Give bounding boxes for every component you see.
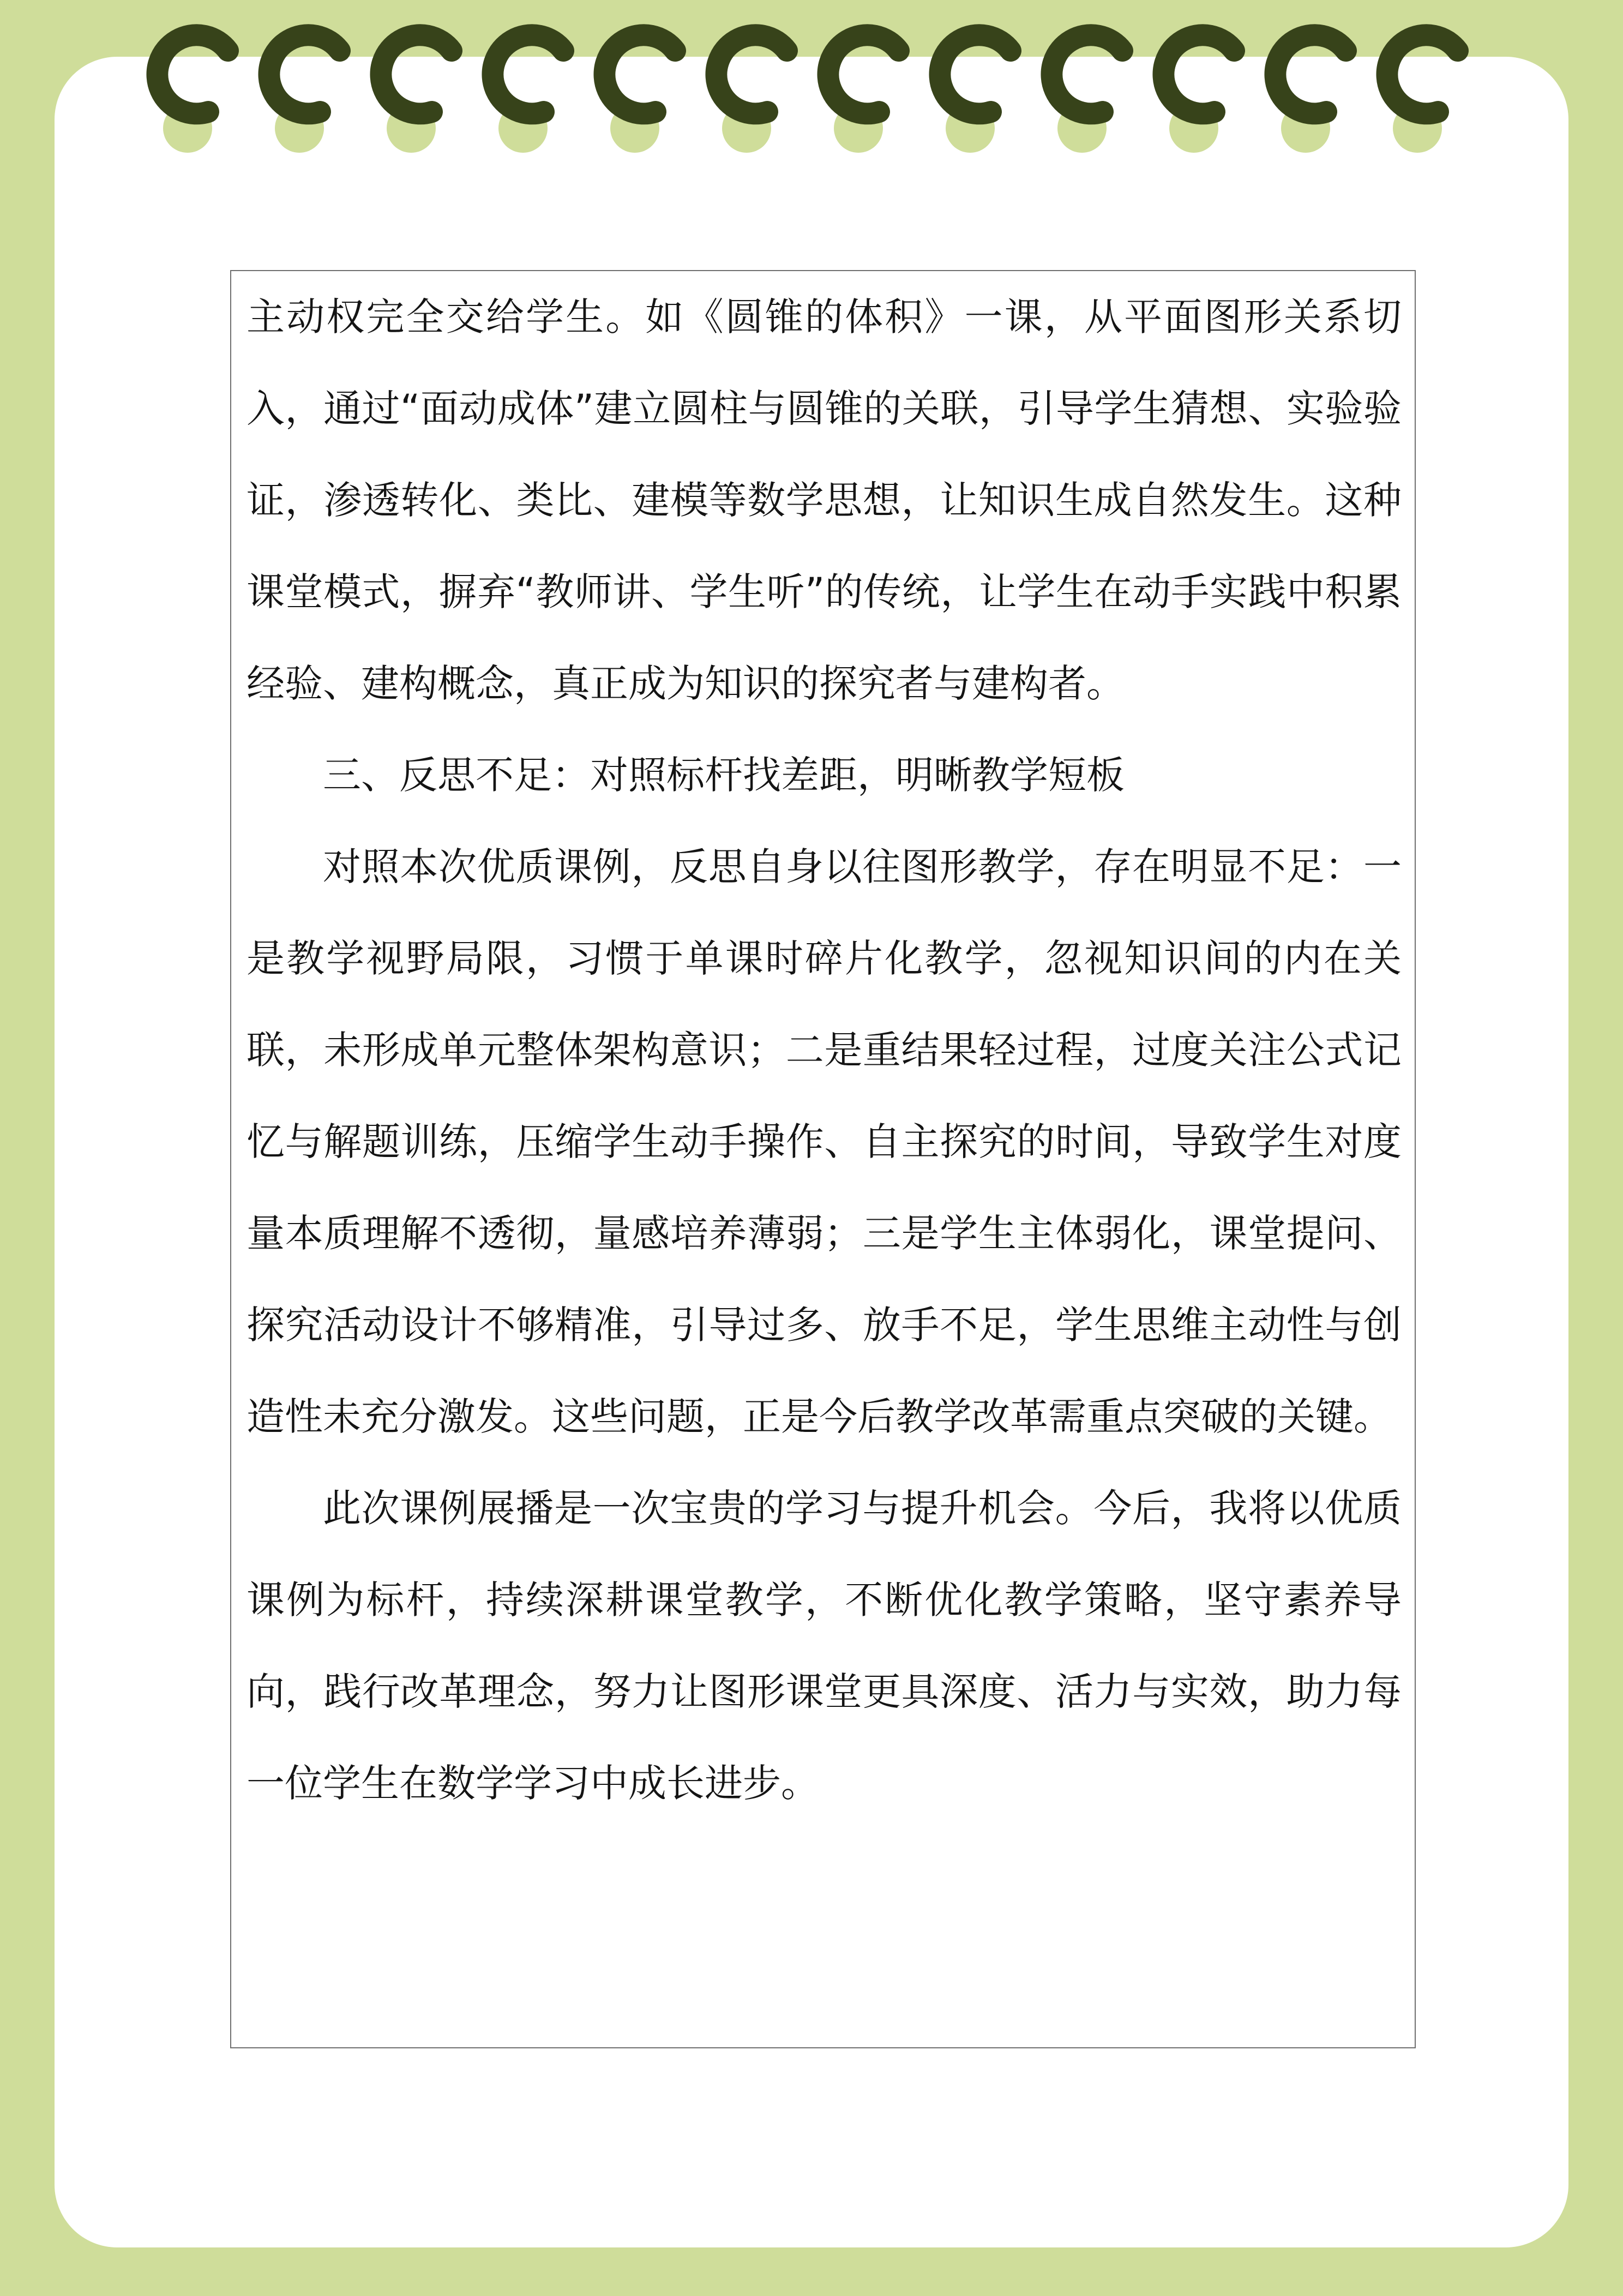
section-heading-reflection: 三、反思不足：对照标杆找差距，明晰教学短板 bbox=[323, 753, 1125, 798]
paragraph-conclusion: 此次课例展播是一次宝贵的学习与提升机会。今后，我将以优质课例为标杆，持续深耕课堂教学，不断优化教学策略，坚守素养导向，践行改革理念，努力让图形课堂更具深度、活力与实效，助力每一位学生在数学学习中成长进步。 bbox=[247, 1486, 1402, 1806]
text-frame bbox=[230, 270, 1416, 2048]
paragraph-shortcomings: 对照本次优质课例，反思自身以往图形教学，存在明显不足：一是教学视野局限，习惯于单课时碎片化教学，忽视知识间的内在关联，未形成单元整体架构意识；二是重结果轻过程，过度关注公式记忆与解题训练，压缩学生动手操作、自主探究的时间，导致学生对度量本质理解不透彻，量感培养薄弱；三是学生主体弱化，课堂提问、探究活动设计不够精准，引导过多、放手不足，学生思维主动性与创造性未充分激发。这些问题，正是今后教学改革需重点突破的关键。 bbox=[247, 844, 1402, 1439]
document-body bbox=[247, 271, 1402, 1829]
paragraph-continuation: 主动权完全交给学生。如《圆锥的体积》一课，从平面图形关系切入，通过“面动成体”建立圆柱与圆锥的关联，引导学生猜想、实验验证，渗透转化、类比、建模等数学思想，让知识生成自然发生。这种课堂模式，摒弃“教师讲、学生听”的传统，让学生在动手实践中积累经验、建构概念，真正成为知识的探究者与建构者。 bbox=[247, 295, 1402, 706]
